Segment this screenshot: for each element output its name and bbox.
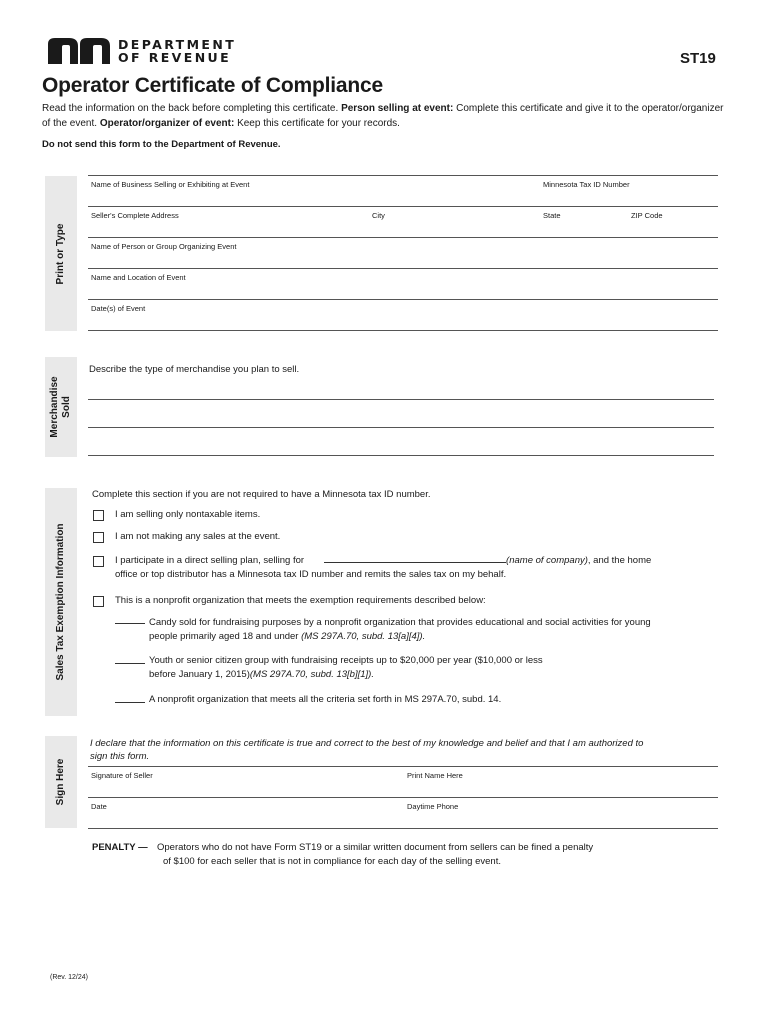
address-label: Seller's Complete Address	[91, 211, 179, 220]
company-name-field[interactable]	[324, 562, 506, 563]
direct-selling-text-a: I participate in a direct selling plan, selling for	[115, 555, 305, 566]
organizer-label: Name of Person or Group Organizing Event	[91, 242, 237, 251]
merchandise-sidebar	[45, 357, 77, 457]
event-location-label: Name and Location of Event	[91, 273, 186, 282]
print-name-field[interactable]	[405, 779, 718, 796]
phone-label: Daytime Phone	[407, 802, 459, 811]
penalty-line-2: of $100 for each seller that is not in compliance for each day of the selling event.	[163, 856, 501, 867]
direct-selling-text-c: office or top distributor has a Minnesota tax ID number and remits the sales tax on my behalf.	[115, 569, 507, 580]
candy-text	[149, 616, 729, 644]
youth-group-text-a: Youth or senior citizen group with fundraising receipts up to $20,000 per year ($10,000 or less	[149, 655, 543, 666]
divider-line	[88, 330, 718, 331]
event-location-field[interactable]	[88, 281, 718, 298]
event-dates-field[interactable]	[88, 312, 718, 329]
mn-logo-icon	[48, 38, 110, 64]
merchandise-label-line-2: Sold	[61, 396, 72, 418]
intro-text-2: Complete this certificate and give it to the operator/organizer of the event.	[42, 103, 724, 129]
merchandise-line-1[interactable]	[88, 399, 714, 400]
signature-label: Signature of Seller	[91, 771, 153, 780]
business-name-label: Name of Business Selling or Exhibiting at Event	[91, 180, 250, 189]
organizer-field[interactable]	[88, 250, 718, 267]
intro-paragraph	[42, 101, 732, 131]
merchandise-line-3[interactable]	[88, 455, 714, 456]
date-label: Date	[91, 802, 107, 811]
youth-group-blank[interactable]	[115, 654, 145, 664]
print-or-type-sidebar	[45, 176, 77, 331]
exemption-label: Sales Tax Exemption Information	[55, 523, 66, 681]
candy-text-b: people primarily aged 18 and under	[149, 631, 302, 642]
candy-citation: (MS 297A.70, subd. 13[a][4]).	[301, 631, 426, 642]
merchandise-prompt: Describe the type of merchandise you plan to sell.	[89, 364, 300, 375]
sign-here-sidebar	[45, 736, 77, 828]
nontaxable-checkbox[interactable]	[93, 510, 104, 521]
exemption-intro: Complete this section if you are not required to have a Minnesota tax ID number.	[92, 489, 431, 500]
declaration-text: I declare that the information on this certificate is true and correct to the best of my knowledge and belief and that I am authorized to sign this form.	[90, 738, 644, 762]
intro-bold-2: Operator/organizer of event:	[99, 118, 235, 129]
youth-group-citation: (MS 297A.70, subd. 13[b][1]).	[249, 669, 374, 680]
divider-line	[88, 828, 718, 829]
print-name-label: Print Name Here	[407, 771, 463, 780]
org-line-1: DEPARTMENT	[118, 37, 237, 52]
no-send-notice: Do not send this form to the Department of Revenue.	[42, 139, 281, 150]
no-sales-checkbox[interactable]	[93, 532, 104, 543]
direct-selling-text	[115, 554, 725, 582]
direct-selling-checkbox[interactable]	[93, 556, 104, 567]
exemption-sidebar	[45, 488, 77, 716]
merchandise-line-2[interactable]	[88, 427, 714, 428]
intro-bold-1: Person selling at event:	[341, 103, 454, 114]
divider-line	[88, 766, 718, 767]
page-title: Operator Certificate of Compliance	[42, 74, 383, 97]
signature-field[interactable]	[88, 779, 403, 796]
intro-text-3: Keep this certificate for your records.	[234, 118, 400, 129]
penalty-label: PENALTY —	[92, 842, 148, 853]
org-line-2: OF REVENUE	[118, 50, 232, 65]
form-id: ST19	[680, 50, 716, 67]
candy-text-a: Candy sold for fundraising purposes by a nonprofit organization that provides educational and social activities for young	[149, 617, 651, 628]
intro-text-1: Read the information on the back before completing this certificate.	[42, 103, 342, 114]
merchandise-label	[49, 376, 73, 437]
sign-here-label: Sign Here	[55, 758, 66, 806]
date-field[interactable]	[88, 810, 403, 827]
revision-date: (Rev. 12/24)	[50, 974, 88, 981]
org-name	[118, 38, 236, 64]
divider-line	[88, 797, 718, 798]
tax-id-label: Minnesota Tax ID Number	[543, 180, 630, 189]
direct-selling-text-b: , and the home	[587, 555, 652, 566]
candy-blank[interactable]	[115, 614, 145, 624]
divider-line	[88, 237, 718, 238]
youth-group-text	[149, 654, 729, 682]
zip-label: ZIP Code	[631, 211, 663, 220]
city-label: City	[372, 211, 385, 220]
state-label: State	[543, 211, 561, 220]
nonprofit-label: This is a nonprofit organization that meets the exemption requirements described below:	[115, 595, 486, 606]
divider-line	[88, 299, 718, 300]
penalty-line-1: Operators who do not have Form ST19 or a similar written document from sellers can be fined a penalty	[157, 842, 594, 853]
nonprofit-criteria-text: A nonprofit organization that meets all the criteria set forth in MS 297A.70, subd. 14.	[149, 694, 502, 705]
event-dates-label: Date(s) of Event	[91, 304, 146, 313]
divider-line	[88, 175, 718, 176]
address-field[interactable]	[88, 219, 718, 236]
merchandise-label-line-1: Merchandise	[49, 376, 60, 438]
phone-field[interactable]	[405, 810, 718, 827]
business-name-field[interactable]	[88, 188, 718, 205]
print-or-type-label: Print or Type	[55, 223, 66, 284]
no-sales-label: I am not making any sales at the event.	[115, 531, 281, 542]
nonprofit-criteria-blank[interactable]	[115, 693, 145, 703]
youth-group-text-b: before January 1, 2015)	[149, 669, 250, 680]
divider-line	[88, 206, 718, 207]
nonprofit-checkbox[interactable]	[93, 596, 104, 607]
divider-line	[88, 268, 718, 269]
company-name-hint: (name of company)	[506, 555, 588, 566]
nontaxable-label: I am selling only nontaxable items.	[115, 509, 261, 520]
